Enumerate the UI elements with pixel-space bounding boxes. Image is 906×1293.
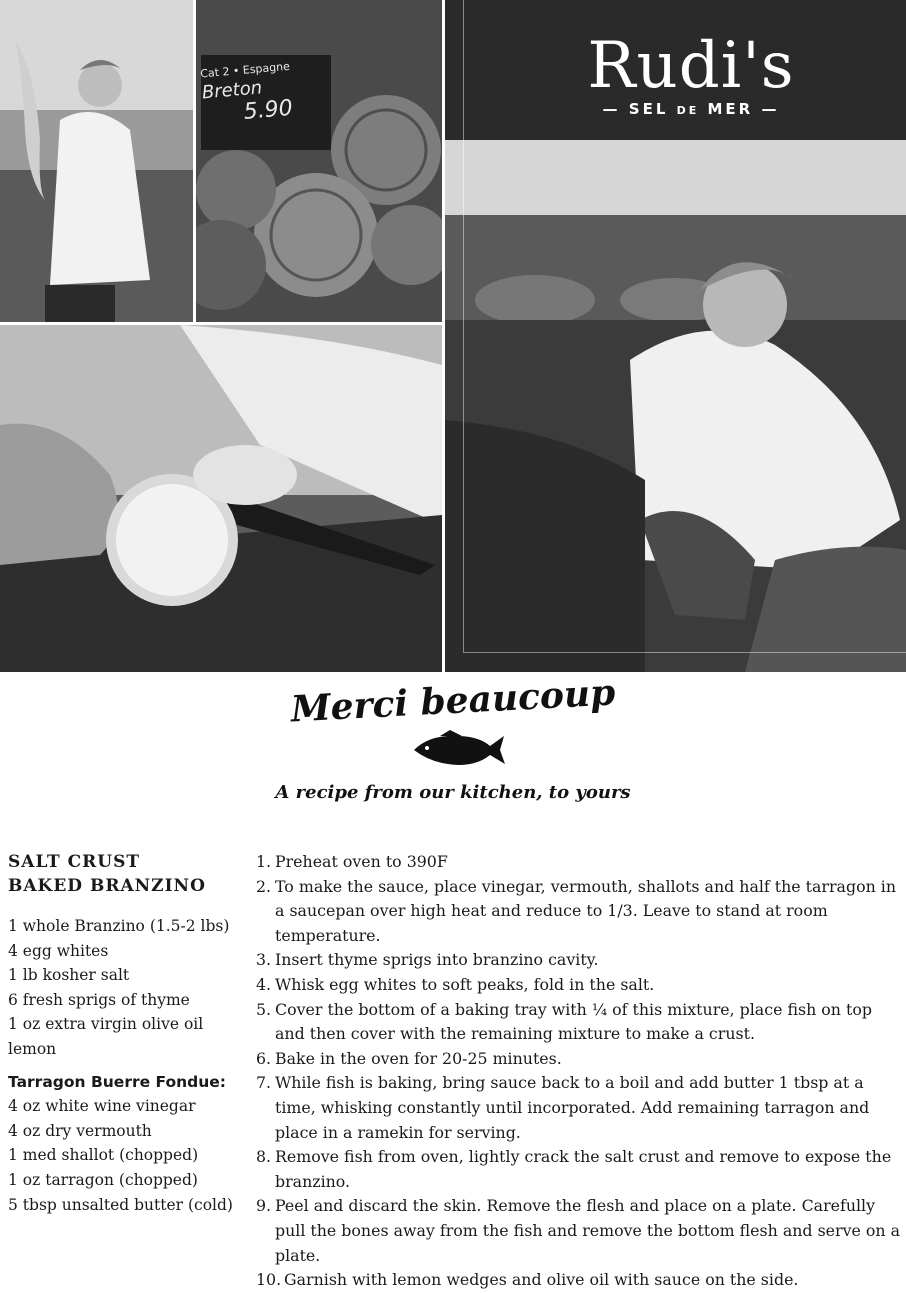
tagline: A recipe from our kitchen, to yours <box>275 782 631 803</box>
ingredients-column <box>8 850 248 1217</box>
step-text: Bake in the oven for 20-25 minutes. <box>275 1048 562 1068</box>
step-item <box>256 998 906 1047</box>
step-text: To make the sauce, place vinegar, vermouth, shallots and half the tarragon in a saucepan over high heat and reduce to 1/3. Leave to stand at room temperature. <box>275 876 896 945</box>
sauce-ingredient-item: 1 oz tarragon (chopped) <box>8 1170 198 1189</box>
ingredient-item: 1 whole Branzino (1.5-2 lbs) <box>8 917 230 935</box>
step-number: 4. <box>256 974 272 994</box>
step-text: Insert thyme sprigs into branzino cavity. <box>275 950 599 970</box>
brand-subtitle: — SEL DE MER — <box>602 100 780 118</box>
recipe-title-line-2: BAKED BRANZINO <box>8 876 206 896</box>
ingredient-list <box>8 914 248 1062</box>
step-item <box>256 1145 906 1194</box>
step-text: Peel and discard the skin. Remove the flesh and place on a plate. Carefully pull the bones away from the fish and remove the bottom flesh and serve on a plate. <box>275 1196 900 1265</box>
chalkboard-line-1: Cat 2 • Espagne <box>199 59 291 81</box>
step-text: Cover the bottom of a baking tray with ¼ of this mixture, place fish on top and then cover with the remaining mixture to make a crust. <box>275 999 872 1044</box>
chalkboard-sign <box>200 57 331 148</box>
step-item <box>256 1194 906 1268</box>
step-number: 2. <box>256 876 272 896</box>
step-number: 8. <box>256 1147 272 1167</box>
ingredient-item: 1 lb kosher salt <box>8 966 130 985</box>
recipe-title-line-1: SALT CRUST <box>8 852 141 872</box>
ingredient-item: 1 oz extra virgin olive oil <box>8 1015 204 1034</box>
artichokes-photo <box>196 0 442 322</box>
step-item <box>256 948 906 973</box>
step-item <box>256 1047 906 1072</box>
sauce-heading: Tarragon Buerre Fondue: <box>8 1072 226 1091</box>
rudis-logo <box>575 30 807 118</box>
ingredient-item: 6 fresh sprigs of thyme <box>8 990 190 1009</box>
brand-sub-mid: DE <box>676 104 700 117</box>
step-item <box>256 1268 906 1293</box>
sauce-ingredient-item: 5 tbsp unsalted butter (cold) <box>8 1195 233 1214</box>
step-item <box>256 973 906 998</box>
sauce-ingredient-item: 1 med shallot (chopped) <box>8 1146 199 1165</box>
step-text: Preheat oven to 390F <box>275 852 448 871</box>
step-number: 5. <box>256 999 272 1019</box>
cutting-lemon-photo <box>0 325 442 672</box>
chef-holding-fish-photo <box>0 0 193 322</box>
step-text: Remove fish from oven, lightly crack the salt crust and remove to expose the branzino. <box>275 1147 892 1191</box>
brand-sub-left: SEL <box>628 100 669 118</box>
step-number: 3. <box>256 950 272 970</box>
step-number: 10. <box>256 1270 282 1290</box>
step-number: 7. <box>256 1073 272 1093</box>
script-title: Merci beaucoup <box>289 671 617 731</box>
sauce-ingredient-list <box>8 1094 248 1217</box>
step-text: Garnish with lemon wedges and olive oil with sauce on the side. <box>284 1270 799 1290</box>
ingredient-item: lemon <box>8 1039 57 1058</box>
sauce-ingredient-item: 4 oz white wine vinegar <box>8 1097 196 1116</box>
brand-sub-right: MER <box>707 100 754 118</box>
step-number: 6. <box>256 1048 272 1068</box>
step-text: While fish is baking, bring sauce back to a boil and add butter 1 tbsp at a time, whisking constantly until incorporated. Add remaining tarragon and place in a ramekin for serving. <box>275 1073 870 1142</box>
step-number: 1. <box>256 852 272 871</box>
chalkboard-line-2: Breton <box>201 77 263 104</box>
recipe-title <box>8 850 248 898</box>
step-item <box>256 850 906 875</box>
ingredient-item: 4 egg whites <box>8 941 109 960</box>
method-steps <box>256 850 906 1293</box>
step-item <box>256 875 906 949</box>
brand-name: Rudi's <box>587 29 795 103</box>
step-text: Whisk egg whites to soft peaks, fold in the salt. <box>275 974 655 994</box>
fish-icon <box>410 728 506 770</box>
sauce-ingredient-item: 4 oz dry vermouth <box>8 1121 152 1140</box>
step-number: 9. <box>256 1196 272 1216</box>
chalkboard-price: 5.90 <box>242 95 294 125</box>
step-item <box>256 1071 906 1145</box>
